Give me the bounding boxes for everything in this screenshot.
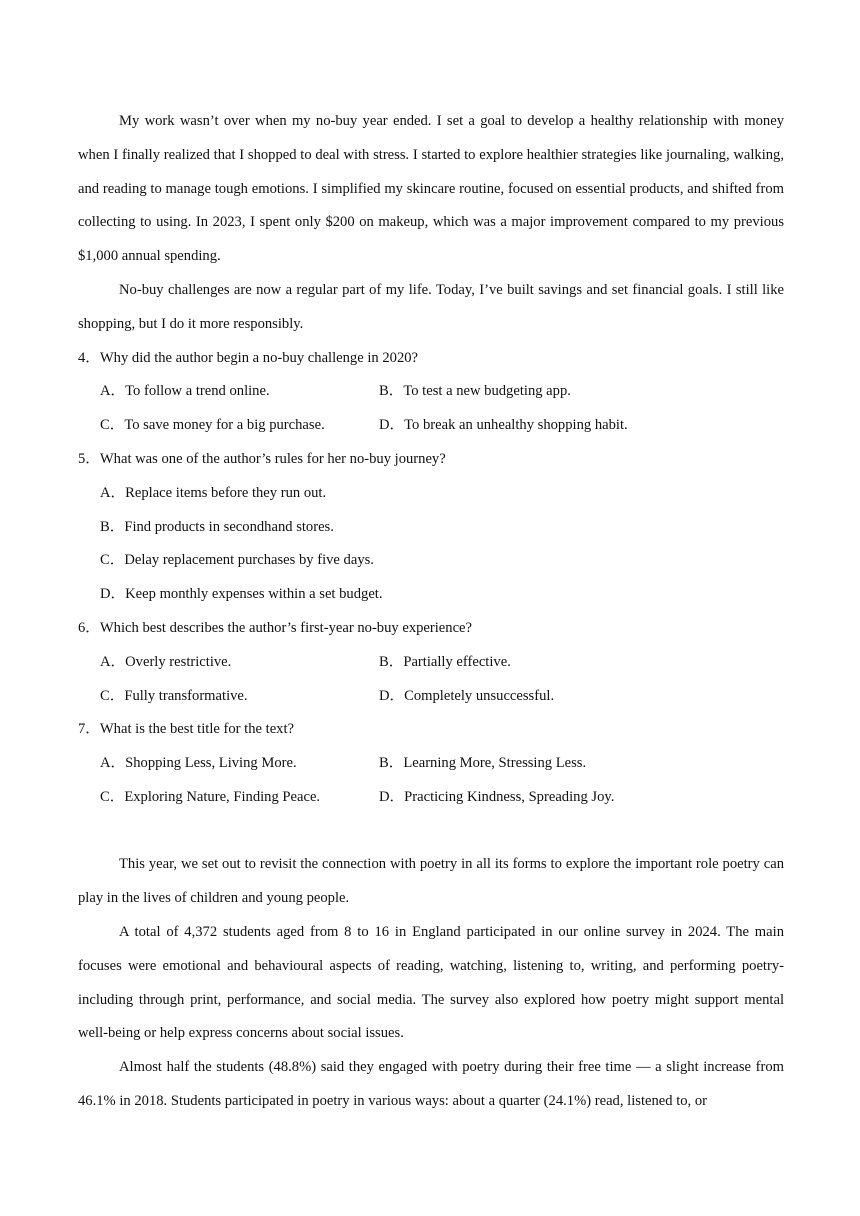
question-stem: 7．What is the best title for the text? <box>78 721 295 738</box>
passage1-paragraph: No-buy challenges are now a regular part of my life. Today, I’ve built savings and set financial goals. I still like shopping, but I do it more responsibly. <box>78 281 784 332</box>
option-c: C．Fully transformative. <box>100 687 248 704</box>
passage2-paragraph: A total of 4,372 students aged from 8 to 16 in England participated in our online survey in 2024. The main focuses were emotional and behavioural aspects of reading, watching, listening to, writing, and performing poetry-including through print, performance, and social media. The survey also explored how poetry might support mental well-being or help express concerns about social issues. <box>78 923 784 1042</box>
options <box>78 477 784 612</box>
question-5 <box>78 443 784 612</box>
passage1-paragraph: My work wasn’t over when my no-buy year ended. I set a goal to develop a healthy relationship with money when I finally realized that I shopped to deal with stress. I started to explore healthier strategies like journaling, walking, and reading to manage tough emotions. I simplified my skincare routine, focused on essential products, and shifted from collecting to using. In 2023, I spent only $200 on makeup, which was a major improvement compared to my previous $1,000 annual spending. <box>78 113 784 265</box>
option-a: A．Overly restrictive. <box>100 653 232 670</box>
option-b: B．Learning More, Stressing Less. <box>379 755 587 772</box>
option-d: D．Keep monthly expenses within a set budget. <box>100 586 383 603</box>
option-b: B．Partially effective. <box>379 653 511 670</box>
option-d: D．To break an unhealthy shopping habit. <box>379 417 628 434</box>
passage2-paragraph: This year, we set out to revisit the connection with poetry in all its forms to explore the important role poetry can play in the lives of children and young people. <box>78 856 784 907</box>
option-a: A．To follow a trend online. <box>100 383 270 400</box>
option-c: C．Delay replacement purchases by five days. <box>100 552 374 569</box>
options <box>78 646 784 714</box>
option-a: A．Shopping Less, Living More. <box>100 755 297 772</box>
option-b: B．To test a new budgeting app. <box>379 383 571 400</box>
question-stem: 6．Which best describes the author’s first-year no-buy experience? <box>78 619 473 636</box>
options <box>78 747 784 815</box>
option-b: B．Find products in secondhand stores. <box>100 518 334 535</box>
question-7 <box>78 713 784 814</box>
option-c: C．To save money for a big purchase. <box>100 417 325 434</box>
section-gap <box>78 815 784 849</box>
option-a: A．Replace items before they run out. <box>100 484 327 501</box>
question-stem: 4．Why did the author begin a no-buy challenge in 2020? <box>78 349 419 366</box>
options <box>78 375 784 443</box>
question-stem: 5．What was one of the author’s rules for her no-buy journey? <box>78 450 446 467</box>
document-page <box>78 105 784 1119</box>
option-d: D．Practicing Kindness, Spreading Joy. <box>379 788 615 805</box>
passage2-paragraph: Almost half the students (48.8%) said they engaged with poetry during their free time — a slight increase from 46.1% in 2018. Students participated in poetry in various ways: about a quarter (24.1%) read, listened to, or <box>78 1059 784 1109</box>
option-d: D．Completely unsuccessful. <box>379 687 555 704</box>
question-6 <box>78 612 784 713</box>
option-c: C．Exploring Nature, Finding Peace. <box>100 788 321 805</box>
question-4 <box>78 342 784 443</box>
